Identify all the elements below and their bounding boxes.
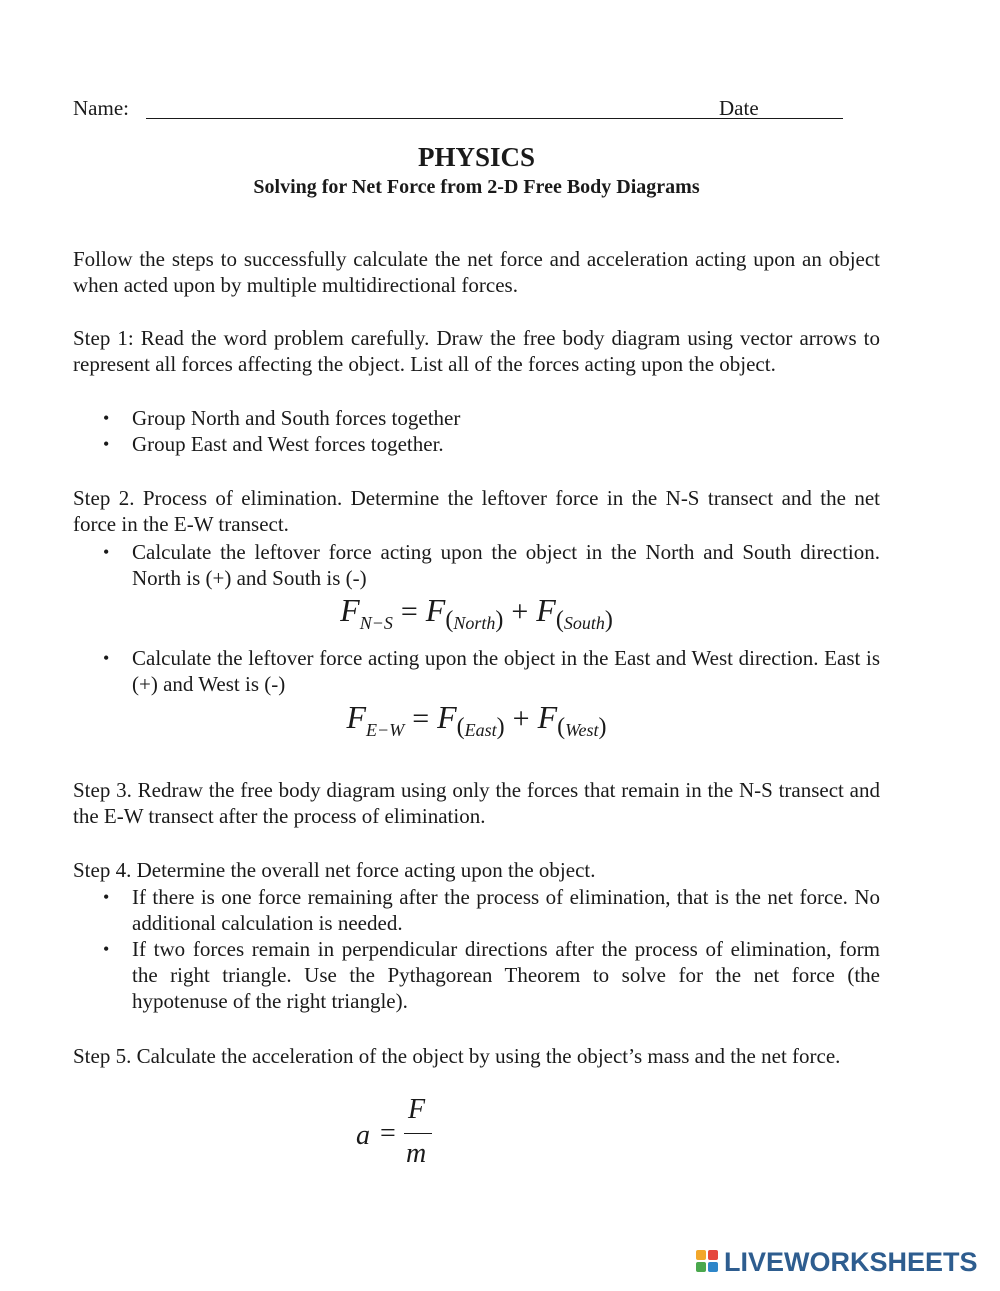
logo-mark-icon xyxy=(696,1250,720,1274)
step1-bullet-list xyxy=(73,405,880,457)
name-field-line[interactable] xyxy=(146,118,776,119)
list-item: • Group North and South forces together xyxy=(103,406,461,430)
bullet-icon: • xyxy=(103,434,110,454)
formula-equals: = xyxy=(380,1118,396,1149)
liveworksheets-logo xyxy=(696,1247,992,1277)
step3-paragraph: Step 3. Redraw the free body diagram using only the forces that remain in the N-S transect and the E-W transect after the process of elimination. xyxy=(73,778,880,828)
bullet-icon: • xyxy=(103,408,110,428)
bullet-icon: • xyxy=(103,542,110,562)
equation-north-south: $F_{N-S} = F(_{North}) + F(_{South})$ xyxy=(340,592,613,633)
step2-paragraph: Step 2. Process of elimination. Determine the leftover force in the N-S transect and the net force in the E-W transect. xyxy=(73,486,880,536)
logo-text: LIVEWORKSHEETS xyxy=(724,1247,978,1277)
list-item: • Calculate the leftover force acting upon the object in the East and West direction. East is (+) and West is (-) xyxy=(103,646,880,696)
page-subtitle: Solving for Net Force from 2-D Free Body Diagrams xyxy=(253,176,700,198)
list-item: • If there is one force remaining after the process of elimination, that is the net force. No additional calculation is needed. xyxy=(103,885,880,935)
acceleration-formula xyxy=(356,1094,516,1174)
intro-paragraph: Follow the steps to successfully calculate the net force and acceleration acting upon an object when acted upon by multiple multidirectional forces. xyxy=(73,247,880,297)
page-title: PHYSICS xyxy=(417,142,536,172)
date-label: Date xyxy=(719,96,759,120)
step4-bullet-list xyxy=(73,884,880,1014)
formula-lhs: a xyxy=(356,1120,370,1151)
name-label: Name: xyxy=(73,96,129,120)
formula-numerator: F xyxy=(408,1094,426,1125)
list-item: • If two forces remain in perpendicular directions after the process of elimination, form the right triangle. Use the Pythagorean Theorem to solve for the net force (the hypotenuse of the right triangle). xyxy=(103,937,880,1013)
bullet-icon: • xyxy=(103,939,110,959)
step2-bullet-1 xyxy=(73,539,880,591)
date-field-line[interactable] xyxy=(775,118,843,119)
step2-bullet-2 xyxy=(73,645,880,697)
step5-paragraph: Step 5. Calculate the acceleration of the object by using the object’s mass and the net force. xyxy=(73,1044,841,1068)
bullet-icon: • xyxy=(103,887,110,907)
formula-denominator: m xyxy=(406,1138,427,1169)
bullet-icon: • xyxy=(103,648,110,668)
list-item: • Calculate the leftover force acting upon the object in the North and South direction. North is (+) and South is (-) xyxy=(103,540,880,590)
list-item: • Group East and West forces together. xyxy=(103,432,444,456)
equation-east-west: $F_{E-W} = F(_{East}) + F(_{West})$ xyxy=(346,699,607,740)
step4-paragraph: Step 4. Determine the overall net force acting upon the object. xyxy=(73,858,596,882)
fraction-bar xyxy=(404,1133,432,1134)
header-row xyxy=(73,96,880,124)
step1-paragraph: Step 1: Read the word problem carefully. Draw the free body diagram using vector arrows to represent all forces affecting the object. List all of the forces acting upon the object. xyxy=(73,326,880,376)
